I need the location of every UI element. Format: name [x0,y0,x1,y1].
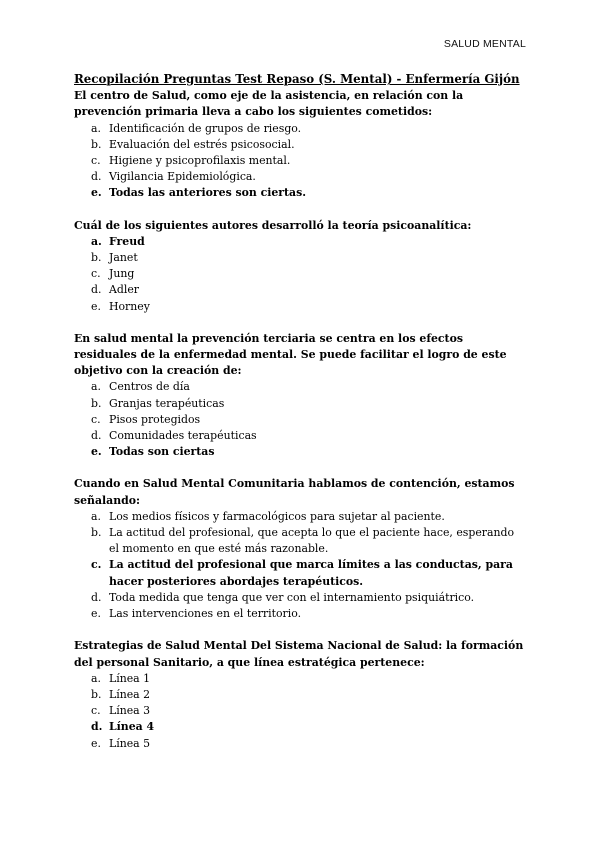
option-item [74,396,526,412]
option-text: Las intervenciones en el territorio. [109,607,302,621]
option-item [74,137,526,153]
option-letter: a. [91,671,101,685]
option-text: Higiene y psicoprofilaxis mental. [109,154,291,168]
option-text: Jung [109,267,135,281]
question-text: Cuál de los siguientes autores desarrolló la teoría psicoanalítica: [74,218,472,232]
question-block [74,88,526,201]
option-text: Janet [109,251,138,265]
correct-option [74,234,526,250]
option-letter: b. [91,137,102,151]
option-text: Línea 1 [109,671,151,685]
options-list [74,671,526,752]
option-letter: b. [91,687,102,701]
option-item [74,606,526,622]
option-letter: c. [91,558,102,572]
option-letter: b. [91,526,102,540]
option-text: Línea 4 [109,720,155,734]
document-title: Recopilación Preguntas Test Repaso (S. Mental) - Enfermería Gijón [74,72,520,86]
option-item [74,687,526,703]
option-text: La actitud del profesional que marca límites a las conductas, para hacer posteriores abordajes terapéuticos. [109,558,513,588]
correct-option [74,444,526,460]
option-letter: d. [91,720,103,734]
option-item [74,266,526,282]
option-letter: b. [91,396,102,410]
question-list [74,88,526,752]
option-item [74,121,526,137]
option-text: Todas son ciertas [109,445,215,459]
option-item [74,736,526,752]
option-text: Los medios físicos y farmacológicos para sujetar al paciente. [109,509,445,523]
option-item [74,282,526,298]
options-list [74,121,526,202]
option-text: Todas las anteriores son ciertas. [109,186,307,200]
option-item [74,169,526,185]
question-block [74,638,526,751]
option-text: Centros de día [109,380,190,394]
page-header: SALUD MENTAL [443,38,526,50]
option-item [74,412,526,428]
option-text: Evaluación del estrés psicosocial. [109,137,295,151]
option-text: Vigilancia Epidemiológica. [109,170,256,184]
option-letter: c. [91,154,101,168]
option-text: Línea 3 [109,704,151,718]
option-letter: e. [91,186,102,200]
option-item [74,379,526,395]
question-text: El centro de Salud, como eje de la asistencia, en relación con la prevención primaria lleva a cabo los siguientes cometidos: [74,89,464,119]
option-text: Línea 5 [109,736,151,750]
option-text: La actitud del profesional, que acepta lo que el paciente hace, esperando el momento en que esté más razonable. [109,526,515,556]
option-letter: c. [91,704,101,718]
option-letter: d. [91,429,102,443]
question-block [74,218,526,315]
option-item [74,671,526,687]
option-letter: e. [91,299,101,313]
option-letter: e. [91,736,101,750]
option-item [74,250,526,266]
option-letter: e. [91,445,102,459]
option-text: Pisos protegidos [109,412,201,426]
option-item [74,590,526,606]
option-item [74,153,526,169]
option-text: Toda medida que tenga que ver con el internamiento psiquiátrico. [109,590,475,604]
option-item [74,509,526,525]
option-item [74,703,526,719]
option-item [74,525,526,557]
option-item [74,299,526,315]
option-letter: a. [91,509,101,523]
options-list [74,379,526,460]
option-item [74,428,526,444]
option-letter: a. [91,380,101,394]
correct-option [74,185,526,201]
correct-option [74,557,526,589]
option-letter: d. [91,283,102,297]
option-text: Línea 2 [109,687,151,701]
options-list [74,509,526,622]
option-letter: c. [91,267,101,281]
option-letter: d. [91,590,102,604]
question-text: Estrategias de Salud Mental Del Sistema Nacional de Salud: la formación del personal Sanitario, a que línea estratégica pertenece: [74,639,524,669]
option-letter: e. [91,607,101,621]
option-text: Comunidades terapéuticas [109,429,257,443]
question-block [74,331,526,461]
option-text: Identificación de grupos de riesgo. [109,121,302,135]
option-text: Granjas terapéuticas [109,396,225,410]
option-letter: d. [91,170,102,184]
option-text: Adler [109,283,139,297]
option-letter: a. [91,121,101,135]
question-block [74,476,526,622]
option-text: Freud [109,234,145,248]
document-body [74,71,526,768]
options-list [74,234,526,315]
option-letter: b. [91,251,102,265]
question-text: En salud mental la prevención terciaria se centra en los efectos residuales de la enfermedad mental. Se puede facilitar el logro de este objetivo con la creación de: [74,331,507,378]
correct-option [74,719,526,735]
option-letter: c. [91,412,101,426]
option-letter: a. [91,234,102,248]
option-text: Horney [109,299,150,313]
question-text: Cuando en Salud Mental Comunitaria hablamos de contención, estamos señalando: [74,477,515,507]
